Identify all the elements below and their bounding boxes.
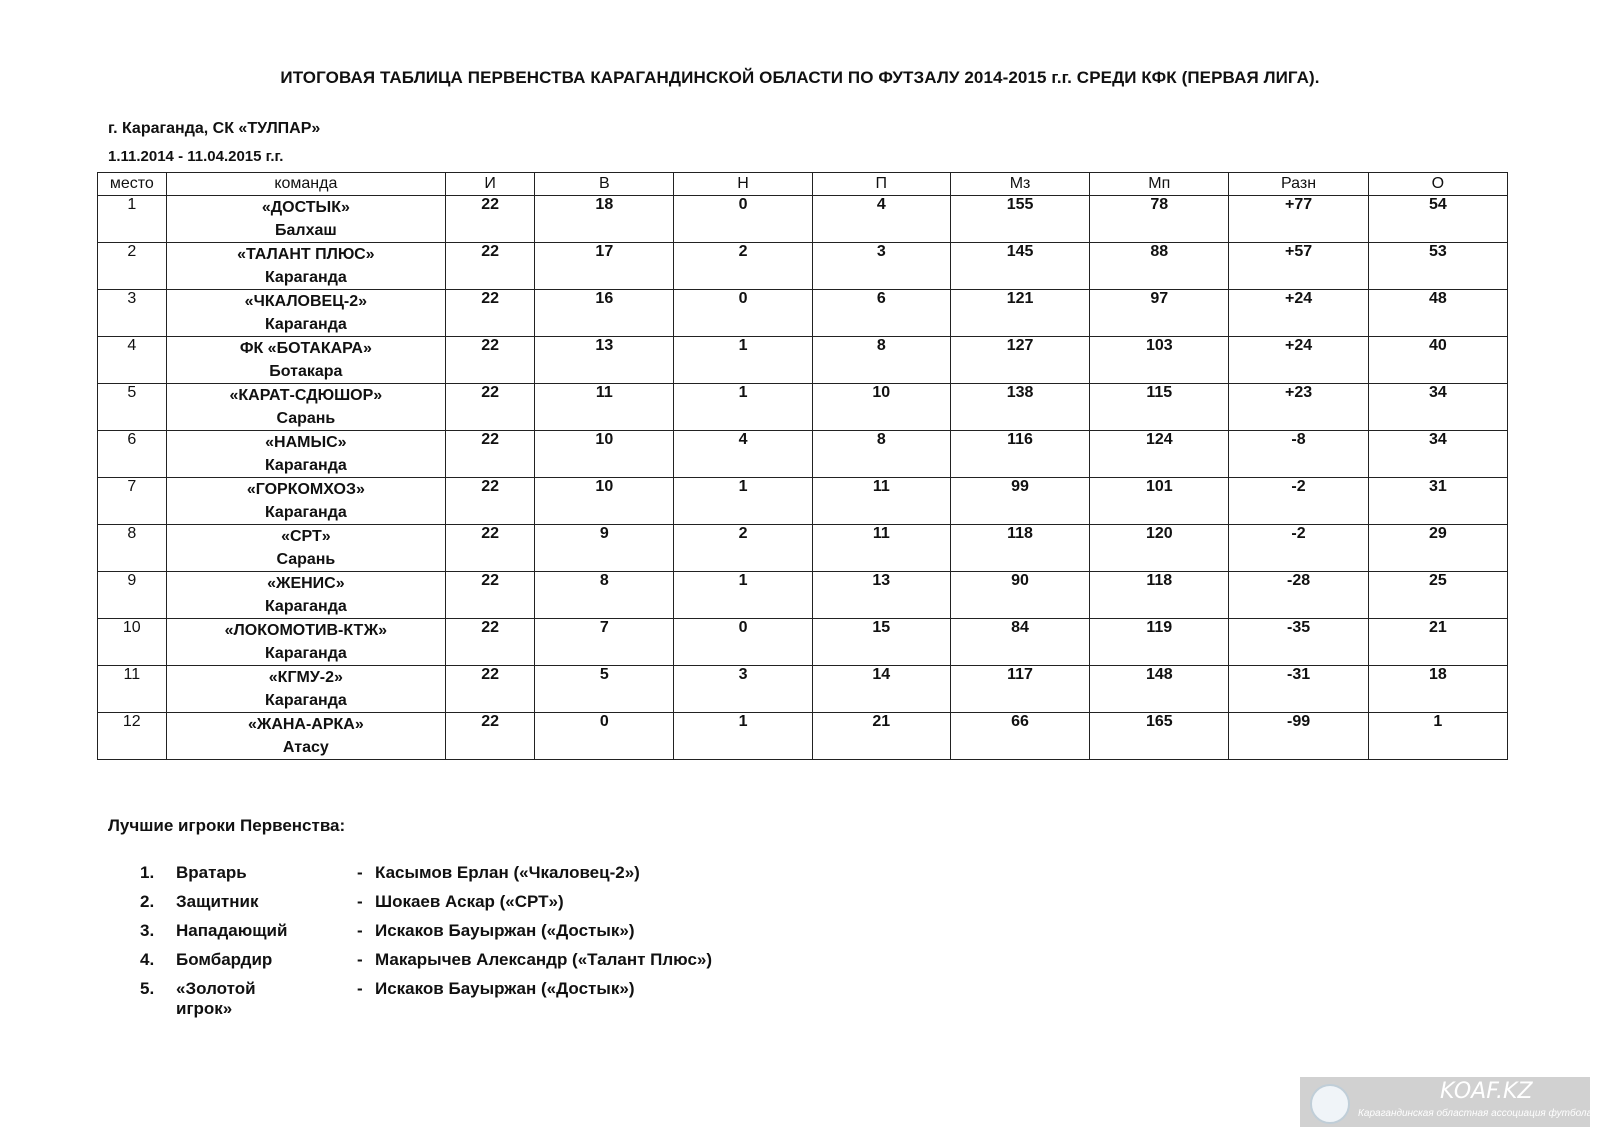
- played-cell: 22: [446, 384, 535, 431]
- award-number: 3.: [140, 921, 155, 940]
- points-cell: 53: [1368, 243, 1507, 290]
- award-player: Искаков Бауыржан («Достык»): [375, 979, 635, 998]
- wins-cell: 10: [535, 478, 674, 525]
- goal-diff-cell: +24: [1229, 337, 1368, 384]
- played-cell: 22: [446, 196, 535, 243]
- award-dash: -: [357, 921, 363, 940]
- goals-for-cell: 99: [950, 478, 1089, 525]
- standings-body: [98, 196, 1508, 760]
- goal-diff-cell: -2: [1229, 525, 1368, 572]
- team-cell: [166, 196, 446, 243]
- goals-for-cell: 66: [950, 713, 1089, 760]
- watermark: [1300, 1077, 1593, 1127]
- wins-cell: 17: [535, 243, 674, 290]
- goal-diff-cell: -99: [1229, 713, 1368, 760]
- table-row: [98, 478, 1508, 525]
- team-city: Караганда: [264, 504, 347, 521]
- goals-against-cell: 88: [1090, 243, 1229, 290]
- award-number: 2.: [140, 892, 155, 911]
- wins-cell: 18: [535, 196, 674, 243]
- goals-against-cell: 103: [1090, 337, 1229, 384]
- team-city: Атасу: [282, 739, 329, 756]
- standings-table: [97, 172, 1508, 760]
- place-cell: 7: [98, 478, 167, 525]
- team-cell: [166, 243, 446, 290]
- award-player: Шокаев Аскар («СРТ»): [375, 892, 564, 911]
- table-row: [98, 290, 1508, 337]
- team-name: ФК «БОТАКАРА»: [239, 340, 372, 357]
- losses-cell: 15: [812, 619, 950, 666]
- col-header-losses: П: [812, 173, 950, 196]
- award-dash: -: [357, 863, 363, 882]
- points-cell: 48: [1368, 290, 1507, 337]
- goals-for-cell: 116: [950, 431, 1089, 478]
- col-header-place: место: [98, 173, 167, 196]
- points-cell: 54: [1368, 196, 1507, 243]
- wins-cell: 9: [535, 525, 674, 572]
- points-cell: 1: [1368, 713, 1507, 760]
- team-name: «ЛОКОМОТИВ-КТЖ»: [224, 622, 388, 639]
- played-cell: 22: [446, 572, 535, 619]
- losses-cell: 11: [812, 525, 950, 572]
- played-cell: 22: [446, 713, 535, 760]
- table-row: [98, 525, 1508, 572]
- team-city: Сарань: [276, 551, 336, 568]
- team-cell: [166, 478, 446, 525]
- wins-cell: 10: [535, 431, 674, 478]
- draws-cell: 2: [674, 243, 812, 290]
- team-cell: [166, 525, 446, 572]
- goal-diff-cell: -2: [1229, 478, 1368, 525]
- team-city: Ботакара: [269, 363, 343, 380]
- goal-diff-cell: -31: [1229, 666, 1368, 713]
- played-cell: 22: [446, 525, 535, 572]
- place-cell: 8: [98, 525, 167, 572]
- wins-cell: 16: [535, 290, 674, 337]
- team-cell: [166, 290, 446, 337]
- team-name: «ЖАНА-АРКА»: [247, 716, 364, 733]
- tournament-dates: 1.11.2014 - 11.04.2015 г.г.: [108, 148, 284, 165]
- wins-cell: 11: [535, 384, 674, 431]
- team-name: «ДОСТЫК»: [261, 199, 350, 216]
- goals-against-cell: 97: [1090, 290, 1229, 337]
- team-city: Караганда: [264, 316, 347, 333]
- award-dash: -: [357, 979, 363, 998]
- award-role: «Золотой игрок»: [176, 979, 256, 1018]
- col-header-goal-diff: Разн: [1229, 173, 1368, 196]
- points-cell: 34: [1368, 431, 1507, 478]
- award-dash: -: [357, 950, 363, 969]
- watermark-subtitle: Карагандинская областная ассоциация футбола: [1358, 1108, 1593, 1119]
- draws-cell: 0: [674, 196, 812, 243]
- draws-cell: 2: [674, 525, 812, 572]
- goals-for-cell: 155: [950, 196, 1089, 243]
- goals-for-cell: 117: [950, 666, 1089, 713]
- wins-cell: 7: [535, 619, 674, 666]
- draws-cell: 1: [674, 713, 812, 760]
- watermark-name: KOAF.KZ: [1440, 1079, 1533, 1104]
- team-cell: [166, 572, 446, 619]
- place-cell: 5: [98, 384, 167, 431]
- played-cell: 22: [446, 666, 535, 713]
- col-header-team: команда: [166, 173, 446, 196]
- table-row: [98, 384, 1508, 431]
- award-role: Вратарь: [176, 863, 247, 882]
- team-name: «ЖЕНИС»: [267, 575, 345, 592]
- played-cell: 22: [446, 290, 535, 337]
- venue-location: г. Караганда, СК «ТУЛПАР»: [108, 120, 321, 137]
- col-header-played: И: [446, 173, 535, 196]
- draws-cell: 1: [674, 478, 812, 525]
- goal-diff-cell: -35: [1229, 619, 1368, 666]
- place-cell: 10: [98, 619, 167, 666]
- draws-cell: 1: [674, 337, 812, 384]
- goal-diff-cell: -28: [1229, 572, 1368, 619]
- place-cell: 1: [98, 196, 167, 243]
- losses-cell: 11: [812, 478, 950, 525]
- played-cell: 22: [446, 431, 535, 478]
- place-cell: 2: [98, 243, 167, 290]
- award-dash: -: [357, 892, 363, 911]
- goals-against-cell: 119: [1090, 619, 1229, 666]
- place-cell: 9: [98, 572, 167, 619]
- team-cell: [166, 384, 446, 431]
- team-city: Караганда: [264, 645, 347, 662]
- draws-cell: 1: [674, 384, 812, 431]
- table-row: [98, 572, 1508, 619]
- team-cell: [166, 666, 446, 713]
- played-cell: 22: [446, 478, 535, 525]
- team-cell: [166, 431, 446, 478]
- col-header-goals-for: Мз: [950, 173, 1089, 196]
- goals-for-cell: 145: [950, 243, 1089, 290]
- losses-cell: 3: [812, 243, 950, 290]
- table-row: [98, 713, 1508, 760]
- goals-for-cell: 127: [950, 337, 1089, 384]
- team-name: «ТАЛАНТ ПЛЮС»: [237, 246, 375, 263]
- place-cell: 11: [98, 666, 167, 713]
- losses-cell: 10: [812, 384, 950, 431]
- losses-cell: 6: [812, 290, 950, 337]
- award-role: Нападающий: [176, 921, 288, 940]
- team-city: Сарань: [276, 410, 336, 427]
- team-cell: [166, 619, 446, 666]
- goal-diff-cell: +23: [1229, 384, 1368, 431]
- team-cell: [166, 713, 446, 760]
- team-name: «КАРАТ-СДЮШОР»: [229, 387, 383, 404]
- table-row: [98, 243, 1508, 290]
- played-cell: 22: [446, 243, 535, 290]
- points-cell: 25: [1368, 572, 1507, 619]
- team-name: «ГОРКОМХОЗ»: [246, 481, 365, 498]
- table-row: [98, 619, 1508, 666]
- table-row: [98, 431, 1508, 478]
- losses-cell: 8: [812, 431, 950, 478]
- draws-cell: 0: [674, 619, 812, 666]
- award-player: Искаков Бауыржан («Достык»): [375, 921, 635, 940]
- losses-cell: 14: [812, 666, 950, 713]
- wins-cell: 13: [535, 337, 674, 384]
- koaf-logo-icon: [1310, 1084, 1350, 1124]
- points-cell: 18: [1368, 666, 1507, 713]
- goals-against-cell: 165: [1090, 713, 1229, 760]
- goals-against-cell: 118: [1090, 572, 1229, 619]
- team-name: «НАМЫС»: [265, 434, 347, 451]
- draws-cell: 1: [674, 572, 812, 619]
- goals-for-cell: 138: [950, 384, 1089, 431]
- losses-cell: 21: [812, 713, 950, 760]
- table-row: [98, 196, 1508, 243]
- award-number: 1.: [140, 863, 155, 882]
- place-cell: 4: [98, 337, 167, 384]
- wins-cell: 8: [535, 572, 674, 619]
- goals-against-cell: 120: [1090, 525, 1229, 572]
- col-header-goals-against: Мп: [1090, 173, 1229, 196]
- goals-for-cell: 118: [950, 525, 1089, 572]
- award-player: Касымов Ерлан («Чкаловец-2»): [375, 863, 640, 882]
- col-header-draws: Н: [674, 173, 812, 196]
- points-cell: 34: [1368, 384, 1507, 431]
- played-cell: 22: [446, 619, 535, 666]
- wins-cell: 0: [535, 713, 674, 760]
- goals-for-cell: 84: [950, 619, 1089, 666]
- team-cell: [166, 337, 446, 384]
- goals-against-cell: 148: [1090, 666, 1229, 713]
- goal-diff-cell: +24: [1229, 290, 1368, 337]
- team-city: Караганда: [264, 457, 347, 474]
- award-player: Макарычев Александр («Талант Плюс»): [375, 950, 713, 969]
- team-city: Балхаш: [275, 222, 337, 239]
- draws-cell: 3: [674, 666, 812, 713]
- played-cell: 22: [446, 337, 535, 384]
- draws-cell: 0: [674, 290, 812, 337]
- document-title: ИТОГОВАЯ ТАБЛИЦА ПЕРВЕНСТВА КАРАГАНДИНСКОЙ ОБЛАСТИ ПО ФУТЗАЛУ 2014-2015 г.г. СРЕДИ КФК (ПЕРВАЯ ЛИГА).: [280, 68, 1320, 87]
- points-cell: 40: [1368, 337, 1507, 384]
- points-cell: 31: [1368, 478, 1507, 525]
- goals-against-cell: 101: [1090, 478, 1229, 525]
- team-name: «КГМУ-2»: [268, 669, 343, 686]
- table-header-row: [98, 173, 1508, 196]
- goals-for-cell: 121: [950, 290, 1089, 337]
- place-cell: 12: [98, 713, 167, 760]
- award-role: Защитник: [176, 892, 259, 911]
- table-row: [98, 666, 1508, 713]
- award-role: Бомбардир: [176, 950, 273, 969]
- goal-diff-cell: +57: [1229, 243, 1368, 290]
- draws-cell: 4: [674, 431, 812, 478]
- place-cell: 6: [98, 431, 167, 478]
- team-city: Караганда: [264, 598, 347, 615]
- losses-cell: 8: [812, 337, 950, 384]
- goal-diff-cell: -8: [1229, 431, 1368, 478]
- award-number: 5.: [140, 979, 155, 998]
- team-name: «ЧКАЛОВЕЦ-2»: [244, 293, 368, 310]
- col-header-wins: В: [535, 173, 674, 196]
- points-cell: 29: [1368, 525, 1507, 572]
- losses-cell: 4: [812, 196, 950, 243]
- points-cell: 21: [1368, 619, 1507, 666]
- goals-against-cell: 124: [1090, 431, 1229, 478]
- table-row: [98, 337, 1508, 384]
- team-name: «СРТ»: [281, 528, 331, 545]
- col-header-points: О: [1368, 173, 1507, 196]
- team-city: Караганда: [264, 692, 347, 709]
- team-city: Караганда: [264, 269, 347, 286]
- place-cell: 3: [98, 290, 167, 337]
- losses-cell: 13: [812, 572, 950, 619]
- goals-against-cell: 78: [1090, 196, 1229, 243]
- goals-against-cell: 115: [1090, 384, 1229, 431]
- goal-diff-cell: +77: [1229, 196, 1368, 243]
- goals-for-cell: 90: [950, 572, 1089, 619]
- award-number: 4.: [140, 950, 155, 969]
- wins-cell: 5: [535, 666, 674, 713]
- best-players-title: Лучшие игроки Первенства:: [108, 816, 346, 835]
